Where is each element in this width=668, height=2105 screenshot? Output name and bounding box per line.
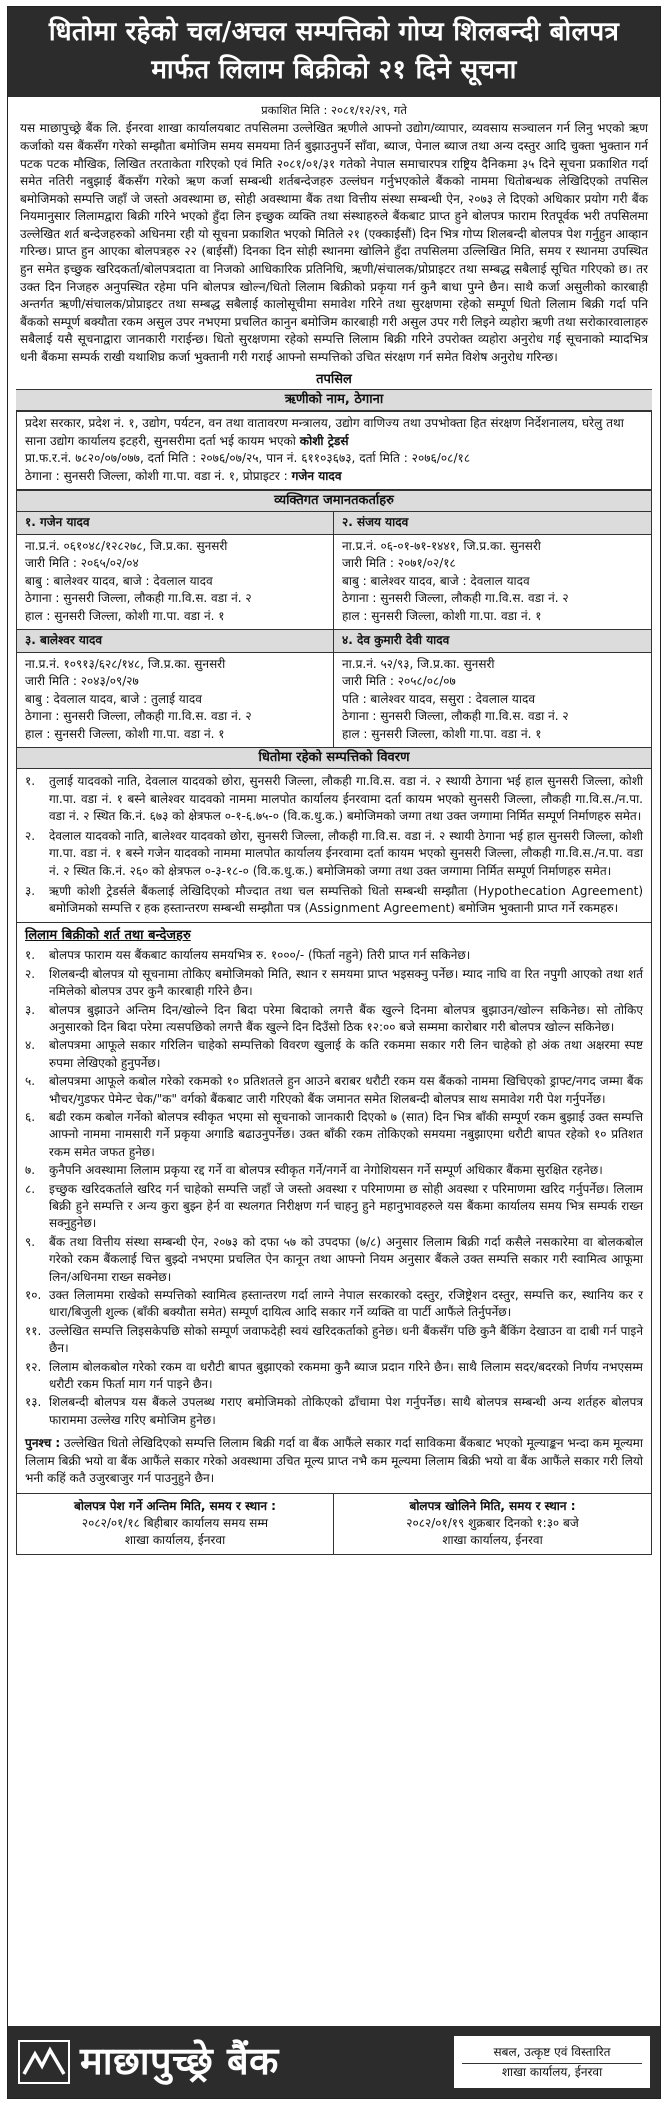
condition-number: ५. bbox=[25, 1074, 36, 1089]
opening-deadline bbox=[334, 1494, 651, 1554]
condition-number: ६. bbox=[25, 1109, 36, 1124]
banner-line-2: मार्फत लिलाम बिक्रीको २१ दिने सूचना bbox=[151, 55, 517, 85]
guarantor-line: जारी मिति : २०५८/०८/०७ bbox=[342, 674, 456, 689]
borrower-firm-name: कोशी ट्रेडर्स bbox=[299, 433, 349, 448]
asset-number: २. bbox=[25, 828, 36, 843]
condition-text: उक्त लिलाममा राखेको सम्पत्तिको स्वामित्व हस्तान्तरण गर्दा लाग्ने नेपाल सरकारको दस्तुर, रजिष्ट्रेशन दस्तुर, सम्पत्ति कर, स्थानिय कर र धारा/बिजुली शुल्क (बाँकी बक्यौता समेत) सम्पूर्ण दायित्व आदि सकार गर्ने व्यक्ति वा पार्टी आफैंले तिर्नुपर्नेछ। bbox=[49, 1288, 643, 1320]
condition-item bbox=[25, 1002, 643, 1037]
condition-item bbox=[25, 1234, 643, 1286]
final-note-text: उल्लेखित धितो लेखिदिएको सम्पत्ति लिलाम बिक्री गर्दा वा बैंक आफैंले सकार गर्दा साविकमा बैंकबाट भएको मूल्याङ्कन भन्दा कम मूल्यमा लिलाम बिक्री भयो वा बैंक आफैंले सकार गरेको अवस्थामा उचित मूल्य प्राप्त नभै कम मूल्यमा लिलाम बिक्री भयो वा बैंक आफैंले सकार गरी लियो भनी कहिं कतै उजुरबाजुर गर्न पाउनुहुने छैन। bbox=[25, 1436, 643, 1486]
final-note-label: पुनश्च : bbox=[25, 1436, 61, 1451]
condition-number: ११. bbox=[25, 1323, 42, 1338]
condition-text: इच्छुक खरिदकर्ताले खरिद गर्न चाहेको सम्पत्ति जहाँ जे जस्तो अवस्था र परिमाणमा छ सोही अवस्था र परिमाणमा खरिद गर्नुपर्नेछ। लिलाम बिक्री हुने सम्पत्ति र अन्य कुरा बुझ्न हेर्न वा स्थलगत निरीक्षण गर्न चाहनु हुने महानुभावहरुले यस बैंकमा कार्यालय समय भित्र सम्पर्क राख्न सक्नुहुनेछ। bbox=[49, 1181, 643, 1231]
condition-item bbox=[25, 1359, 643, 1394]
guarantor-line: ना.प्र.नं. ०६-०१-७१-१४४१, जि.प्र.का. सुनसरी bbox=[342, 538, 541, 553]
condition-item bbox=[25, 1323, 643, 1358]
condition-text: बोलपत्रमा आफूले सकार गरिलिन चाहेको सम्पत्तिको विवरण खुलाई के कति रकममा सकार गरी लिन चाहेको हो अंक तथा अक्षरमा स्पष्ट रुपमा लेखिएको हुनुपर्नेछ। bbox=[49, 1038, 643, 1070]
condition-item bbox=[25, 1394, 643, 1429]
guarantor-line: बाबु : बालेश्वर यादव, बाजे : देवलाल यादव bbox=[342, 573, 530, 588]
bank-name: माछापुच्छ्रे बैंक bbox=[80, 2039, 279, 2084]
guarantor-line: ठेगाना : सुनसरी जिल्ला, लौकही गा.वि.स. वडा नं. २ bbox=[25, 591, 252, 606]
condition-text: उल्लेखित सम्पत्ति लिइसकेपछि सोको सम्पूर्ण जवाफदेही स्वयं खरिदकर्ताको हुनेछ। धनी बैंकसँग पछि कुनै बैंकिंग देखाउन वा दाबी गर्न पाइने छैन। bbox=[49, 1323, 643, 1356]
condition-number: १२. bbox=[25, 1359, 42, 1374]
intro-paragraph bbox=[8, 118, 660, 366]
guarantor-line: जारी मिति : २०७१/०२/१८ bbox=[342, 556, 456, 571]
borrower-line-2: प्रा.फ.र.नं. ७८२०/०७/०७७, दर्ता मिति : २०७६/०७/२५, पान नं. ६११०३६७३, दर्ता मिति : २०७६/०८/१८ bbox=[25, 451, 471, 466]
asset-item bbox=[25, 773, 643, 826]
assets-section bbox=[16, 748, 652, 923]
asset-number: ३. bbox=[25, 883, 36, 898]
guarantor-line: ना.प्र.नं. ०६१०४८/१२८२७८, जि.प्र.का. सुनसरी bbox=[25, 538, 228, 553]
condition-item bbox=[25, 1073, 643, 1108]
guarantor-card bbox=[334, 512, 651, 630]
asset-text: तुलाई यादवको नाति, देवलाल यादवको छोरा, सुनसरी जिल्ला, लौकही गा.वि.स. वडा नं. २ स्थायी ठेगाना भई हाल सुनसरी जिल्ला, कोशी गा.पा. वडा नं. १ बस्ने बालेश्वर यादवको नाममा मालपोत कार्यालय ईनरवामा दर्ता कायम भएको सुनसरी जिल्ला, लौकही गा.वि.स./न.पा. वडा नं. २ स्थित कि.नं. ६७३ को क्षेत्रफल ०-१-६.७५-० (वि.क.धु.क.) बमोजिमको जग्गा तथा उक्त जग्गामा निर्मित सम्पूर्ण निर्माणहरु समेत। bbox=[49, 774, 643, 824]
guarantors-grid bbox=[16, 512, 652, 748]
guarantor-line: जारी मिति : २०६५/०२/०४ bbox=[25, 556, 139, 571]
conditions-heading: लिलाम बिक्रीको शर्त तथा बन्देजहरु bbox=[25, 927, 191, 943]
conditions-list bbox=[17, 947, 651, 1433]
assets-heading: धितोमा रहेको सम्पत्तिको विवरण bbox=[17, 748, 651, 769]
bank-footer bbox=[8, 2026, 660, 2098]
deadline-title: बोलपत्र पेश गर्ने अन्तिम मिति, समय र स्थान : bbox=[74, 1499, 276, 1514]
guarantor-name: १. गजेन यादव bbox=[17, 512, 333, 535]
condition-text: शिलबन्दी बोलपत्र यो सूचनामा तोकिए बमोजिमको मिति, स्थान र समयमा प्राप्त भइसक्नु पर्नेछ। म्याद नाघि वा रित नपुगी आएको तथा शर्त नमिलेको बोलपत्र उपर कुनै कारबाही गरिने छैन। bbox=[49, 966, 643, 999]
deadline-date: २०८२/०१/१८ बिहीबार कार्यालय समय सम्म bbox=[81, 1516, 269, 1531]
submission-deadline bbox=[17, 1494, 334, 1554]
borrower-line-3-text: ठेगाना : सुनसरी जिल्ला, कोशी गा.पा. वडा नं. १, प्रोप्राइटर : bbox=[25, 468, 292, 483]
guarantor-line: बाबु : बालेश्वर यादव, बाजे : देवलाल यादव bbox=[25, 573, 213, 588]
condition-text: बढी रकम कबोल गर्नेको बोलपत्र स्वीकृत भएमा सो सूचनाको जानकारी दिएको ७ (सात) दिन भित्र बाँकी सम्पूर्ण रकम बुझाई उक्त सम्पत्ति आफ्नो नाममा नामसारी गर्ने प्रकृया अगाडि बढाउनुपर्नेछ। उक्त बाँकी रकम तोकिएको समयमा नबुझाएमा धरौटी बापत रहेको १० प्रतिशत रकम समेत जफत हुनेछ। bbox=[49, 1109, 643, 1159]
condition-text: बोलपत्र बुझाउने अन्तिम दिन/खोल्ने दिन बिदा परेमा बिदाको लगत्तै बैंक खुल्ने दिनमा बोलपत्र बुझाउन/खोल्न सकिनेछ। सो तोकिए अनुसारको दिन बिदा परेमा त्यसपछिको लगत्तै बैंक खुल्ने दिन दिउँसो ठिक १२:०० बजे सम्ममा कारोबार गरी बोलपत्र खोल्न सकिनेछ। bbox=[49, 1002, 643, 1034]
condition-number: ८. bbox=[25, 1181, 36, 1196]
bank-tagline: सबल, उत्कृष्ट एवं विस्तारित bbox=[462, 2044, 642, 2064]
guarantor-line: बाबु : देवलाल यादव, बाजे : तुलाई यादव bbox=[25, 691, 202, 706]
assets-list bbox=[17, 769, 651, 922]
condition-text: लिलाम बोलकबोल गरेको रकम वा धरौटी बापत बुझाएको रकममा कुनै ब्याज प्रदान गरिने छैन। साथै लिलाम सदर/बदरको निर्णय नभएसम्म धरौटी रकम फिर्ता माग गर्न पाइने छैन। bbox=[49, 1359, 643, 1392]
condition-number: ३. bbox=[25, 1002, 36, 1017]
borrower-heading: ऋणीको नाम, ठेगाना bbox=[16, 389, 652, 411]
guarantor-line: ना.प्र.नं. ५२/९३, जि.प्र.का. सुनसरी bbox=[342, 656, 495, 671]
banner-line-1: धितोमा रहेको चल/अचल सम्पत्तिको गोप्य शिलबन्दी बोलपत्र bbox=[48, 17, 620, 47]
guarantor-line: हाल : सुनसरी जिल्ला, कोशी गा.पा. वडा नं. १ bbox=[25, 726, 225, 741]
asset-text: ऋणी कोशी ट्रेडर्सले बैंकलाई लेखिदिएको मौज्दात तथा चल सम्पत्तिको धितो सम्बन्धी सम्झौता (Hypothecation Agreement) बमोजिमको सम्पत्ति र हक हस्तान्तरण सम्बन्धी सम्झौता पत्र (Assignment Agreement) बमोजिम भुक्तानी प्राप्त गर्ने रकमहरु। bbox=[49, 883, 643, 916]
branch-name: शाखा कार्यालय, ईनरवा bbox=[501, 2064, 603, 2079]
condition-text: बैंक तथा वित्तीय संस्था सम्बन्धी ऐन, २०७३ को दफा ५७ को उपदफा (७/८) अनुसार लिलाम बिक्री गर्दा कसैले नसकारेमा वा बोलकबोल गरेको रकम बैंकलाई चित्त बुझ्दो नभएमा प्रचलित ऐन कानून तथा आफ्नो नियम अनुसार बैंकले उक्त सम्पत्ति सकार गरी स्वामित्व आफूमा लिन/अधिनमा राख्न सक्नेछ। bbox=[49, 1234, 643, 1284]
tagline-box bbox=[454, 2036, 650, 2088]
condition-text: कुनैपनि अवस्थामा लिलाम प्रकृया रद्द गर्ने वा बोलपत्र स्वीकृत गर्ने/नगर्ने वा नेगोशियसन गर्ने सम्पूर्ण अधिकार बैंकमा सुरक्षित रहनेछ। bbox=[49, 1163, 603, 1178]
deadline-date: २०८२/०१/१९ शुक्रबार दिनको १:३० बजे bbox=[406, 1516, 579, 1531]
borrower-line-3 bbox=[25, 468, 643, 486]
condition-text: शिलबन्दी बोलपत्र यस बैंकले उपलब्ध गराए बमोजिमको तोकिएको ढाँचामा पेश गर्नुपर्नेछ। साथै बोलपत्र सम्बन्धी अन्य शर्तहरु बोलपत्र फाराममा उल्लेख गरिए बमोजिम हुनेछ। bbox=[49, 1395, 643, 1427]
guarantor-line: ठेगाना : सुनसरी जिल्ला, लौकही गा.वि.स. वडा नं. २ bbox=[342, 709, 569, 724]
condition-item bbox=[25, 1287, 643, 1322]
asset-number: १. bbox=[25, 774, 36, 789]
asset-item bbox=[25, 883, 643, 918]
condition-number: १०. bbox=[25, 1288, 42, 1303]
guarantor-card bbox=[17, 630, 334, 747]
asset-text: देवलाल यादवको नाति, बालेश्वर यादवको छोरा, सुनसरी जिल्ला, लौकही गा.वि.स. वडा नं. २ स्थायी ठेगाना भई हाल सुनसरी जिल्ला, कोशी गा.पा. वडा नं. १ बस्ने गजेन यादवको नाममा मालपोत कार्यालय ईनरवामा दर्ता कायम भएको सुनसरी जिल्ला, लौकही गा.वि.स./न.पा. वडा नं. २ स्थित कि.नं. २६० को क्षेत्रफल ०-३-१८-० (वि.क.धु.क.) बमोजिमको जग्गा तथा उक्त जग्गामा निर्मित सम्पूर्ण निर्माणहरु समेत। bbox=[49, 828, 643, 879]
condition-text: बोलपत्रमा आफूले कबोल गरेको रकमको १० प्रतिशतले हुन आउने बराबर धरौटी रकम यस बैंकको नाममा खिचिएको ड्राफ्ट/नगद जम्मा बैंक भौचर/गुडफर पेमेन्ट चेक/"क" वर्गको बैंकबाट जारी गरिएको बैंक जमानत समेत शिलबन्दी बोलपत्र साथ समावेश गरी पेश गर्नुपर्नेछ। bbox=[49, 1074, 643, 1106]
guarantor-line: जारी मिति : २०४३/०९/२७ bbox=[25, 674, 139, 689]
condition-item bbox=[25, 1037, 643, 1072]
guarantor-line: ना.प्र.नं. १०९१३/६२८/१४८, जि.प्र.का. सुनसरी bbox=[25, 656, 226, 671]
guarantor-line: हाल : सुनसरी जिल्ला, कोशी गा.पा. वडा नं. १ bbox=[342, 726, 542, 741]
guarantors-heading: व्यक्तिगत जमानतकर्ताहरु bbox=[16, 490, 652, 512]
deadline-place: शाखा कार्यालय, ईनरवा bbox=[124, 1533, 226, 1548]
deadline-title: बोलपत्र खोलिने मिति, समय र स्थान : bbox=[409, 1499, 576, 1514]
notice-frame bbox=[7, 6, 661, 2099]
condition-number: ९. bbox=[25, 1234, 36, 1249]
intro-text: यस माछापुच्छ्रे बैंक लि. ईनरवा शाखा कार्यालयबाट तपसिलमा उल्लेखित ऋणीले आफ्नो उद्योग/व्यापार, व्यवसाय सञ्चालन गर्न लिनु भएको ऋण कर्जाको यस बैंकसँग गरेको सम्झौता बमोजिम समय समयमा तिर्न बुझाउनुपर्ने साँवा, ब्याज, पेनाल ब्याज तथा अन्य दस्तुर आदि चुक्ता भुक्तान गर्न पटक पटक मौखिक, लिखित तरताकेता गरिएको एवं मिति २०८१/०१/३१ गतेको नेपाल समाचारपत्र राष्ट्रिय दैनिकमा ३५ दिने सूचना प्रकाशित गर्दा समेत नतिरी नबुझाई बैंकसँग गरेको ऋण कर्जा सम्बन्धी शर्तबन्देजहरु उल्लंघन गर्नुभएकोले बैंकको नाममा धितोबन्धक लेखिदिएको तपसिल बमोजिमको सम्पत्ति जहाँ जे जस्तो अवस्थामा छ, सोही अवस्थामा बैंक तथा वित्तीय संस्था सम्बन्धी ऐन, २०७३ ले दिएको अधिकार प्रयोग गरी बैंक नियमानुसार लिलामद्वारा बिक्री गरिने भएको हुँदा लिन इच्छुक व्यक्ति तथा संस्थाहरुले बैंकबाट प्राप्त हुने बोलपत्र फाराम रितपूर्वक भरी तपसिलमा उल्लेखित शर्त बन्देजहरुको अधिनमा रही यो सूचना प्रकाशित भएको मितिले २१ (एक्काईसौं) दिन भित्र गोप्य शिलबन्दी बोलपत्र पेश गर्नुहुन आव्हान गरिन्छ। प्राप्त हुन आएका बोलपत्रहरु २२ (बाईसौं) दिनका दिन सोही स्थानमा खोलिने हुँदा तपसिलमा उल्लिखित मिति, समय र स्थानमा उपस्थित हुन समेत इच्छुक खरिदकर्ता/बोलपत्रदाता वा निजको आधिकारिक प्रतिनिधि, ऋणी/संचालक/प्रोप्राइटर तथा सम्बद्ध सबैलाई सूचित गरिएको छ। तर उक्त दिन निजहरु अनुपस्थित रहेमा पनि बोलपत्र खोल्न/धितो लिलाम बिक्रीको प्रकृया गर्न कुनै बाधा पुग्ने छैन। साथै कर्जा असुलीको कारबाही अन्तर्गत ऋणी/संचालक/प्रोप्राइटर तथा सम्बद्ध सबैलाई कालोसूचीमा समावेश गरिने तथा सुरक्षणमा रहेको सम्पूर्ण धितो लिलाम बिक्री गर्दा पनि बैंकको सम्पूर्ण बक्यौता रकम असुल उपर नभएमा प्रचलित कानुन बमोजिम कारबाही गरी असुल उपर गरी लिइने व्यहोरा ऋणी तथा सरोकारवालाहरु सबैलाई यसै सूचनाद्वारा जानकारी गराईन्छ। धितो सुरक्षणमा रहेको सम्पत्ति लिलाम बिक्री गरिने उपरोक्त व्यहोरा अनुरोध गई सूचनाको म्यादभित्र धनी बैंकमा सम्पर्क राखी यथाशिघ्र कर्जा भुक्तानी गरी गराई आफ्नो सम्पत्तिको उचित संरक्षण गर्न समेत विशेष अनुरोध गरिन्छ। bbox=[20, 121, 648, 365]
guarantor-line: पति : बालेश्वर यादव, ससुरा : देवलाल यादव bbox=[342, 691, 536, 706]
condition-text: बोलपत्र फाराम यस बैंकबाट कार्यालय समयभित्र रु. १०००/- (फिर्ता नहुने) तिरी प्राप्त गर्न सकिनेछ। bbox=[49, 948, 471, 963]
deadline-place: शाखा कार्यालय, ईनरवा bbox=[442, 1533, 543, 1548]
borrower-line-1 bbox=[25, 415, 643, 450]
condition-item bbox=[25, 1181, 643, 1233]
conditions-section bbox=[16, 923, 652, 1495]
condition-number: १. bbox=[25, 948, 36, 963]
guarantor-name: ३. बालेश्वर यादव bbox=[17, 630, 333, 653]
guarantor-card bbox=[334, 630, 651, 747]
guarantor-line: हाल : सुनसरी जिल्ला, कोशी गा.पा. वडा नं. १ bbox=[342, 608, 542, 623]
tapasil-heading: तपसिल bbox=[316, 371, 352, 387]
condition-item bbox=[25, 966, 643, 1001]
guarantor-line: ठेगाना : सुनसरी जिल्ला, लौकही गा.वि.स. वडा नं. २ bbox=[342, 591, 569, 606]
guarantor-line: हाल : सुनसरी जिल्ला, कोशी गा.पा. वडा नं. १ bbox=[25, 608, 225, 623]
condition-number: २. bbox=[25, 966, 36, 981]
condition-item bbox=[25, 947, 643, 964]
notice-banner bbox=[8, 7, 660, 97]
condition-item bbox=[25, 1109, 643, 1161]
guarantor-line: ठेगाना : सुनसरी जिल्ला, लौकही गा.वि.स. वडा नं. २ bbox=[25, 709, 252, 724]
final-note bbox=[17, 1433, 651, 1493]
guarantor-card bbox=[17, 512, 334, 630]
mountain-logo-icon bbox=[18, 2040, 70, 2084]
condition-number: १३. bbox=[25, 1395, 42, 1410]
condition-number: ७. bbox=[25, 1163, 36, 1178]
guarantor-name: ४. देव कुमारी देवी यादव bbox=[334, 630, 651, 653]
publication-date: प्रकाशित मिति : २०८१/१२/२९, गते bbox=[261, 103, 407, 117]
borrower-line-1-text: प्रदेश सरकार, प्रदेश नं. १, उद्योग, पर्यटन, वन तथा वातावरण मन्त्रालय, उद्योग वाणिज्य तथा उपभोक्ता हित संरक्षण निर्देशनालय, घरेलु तथा साना उद्योग कार्यालय इटहरी, सुनसरीमा दर्ता भई कायम भएको bbox=[25, 416, 624, 448]
borrower-details bbox=[16, 411, 652, 490]
condition-number: ४. bbox=[25, 1038, 36, 1053]
condition-item bbox=[25, 1162, 643, 1179]
deadlines-grid bbox=[16, 1494, 652, 1555]
asset-item bbox=[25, 828, 643, 881]
borrower-proprietor: गजेन यादव bbox=[291, 468, 342, 483]
guarantor-name: २. संजय यादव bbox=[334, 512, 651, 535]
